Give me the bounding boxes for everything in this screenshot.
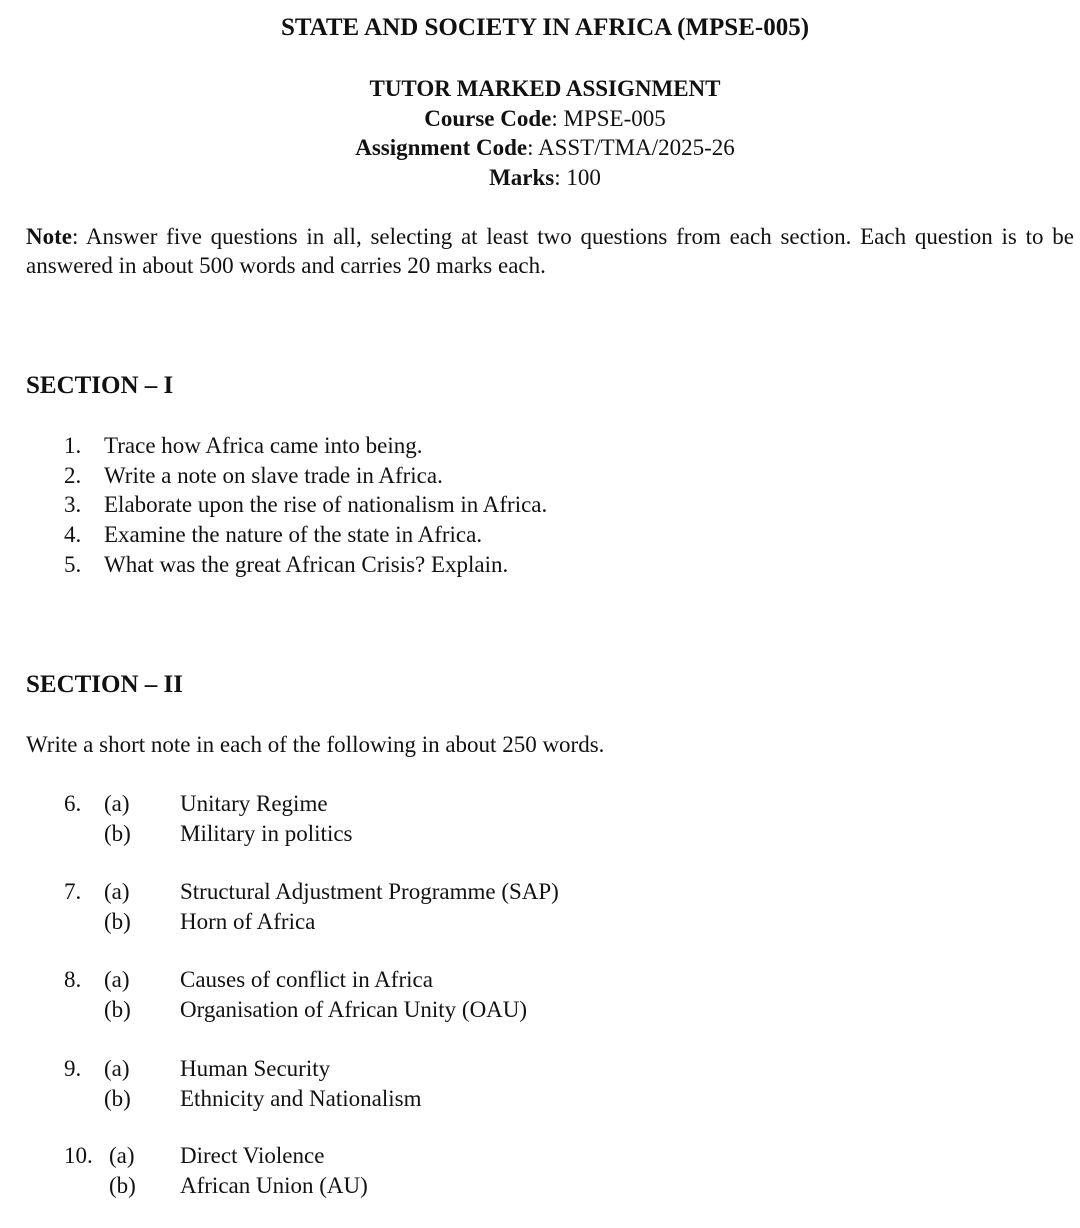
note-topic: Military in politics (180, 820, 353, 846)
note-part-b (64, 907, 764, 937)
question-text: Elaborate upon the rise of nationalism in Africa. (104, 492, 548, 518)
part-label: (a) (104, 791, 130, 816)
marks-line (0, 163, 1080, 193)
section-i-heading: SECTION – I (26, 372, 174, 399)
section-i-question-list (64, 431, 547, 579)
note-part-a (64, 1054, 764, 1084)
note-part-a (64, 1141, 764, 1171)
question-text: Examine the nature of the state in Africa. (104, 522, 483, 548)
note-part-a (64, 965, 764, 995)
list-item (64, 461, 547, 491)
short-note-question-7 (64, 877, 764, 936)
section-ii-instruction: Write a short note in each of the following in about 250 words. (26, 732, 605, 757)
course-code-line (0, 104, 1080, 134)
note-part-b (64, 819, 764, 849)
list-item (64, 520, 547, 550)
question-number: 10. (64, 1143, 93, 1168)
question-text: What was the great African Crisis? Explain. (104, 551, 509, 577)
list-item (64, 490, 547, 520)
note-topic: Causes of conflict in Africa (180, 967, 433, 992)
question-number: 5. (64, 551, 82, 577)
note-part-a (64, 877, 764, 907)
marks-label: Marks (489, 164, 555, 190)
note-part-b (64, 1084, 764, 1114)
part-label: (b) (104, 1085, 131, 1111)
short-note-question-6 (64, 789, 764, 848)
question-number: 4. (64, 522, 82, 548)
list-item (64, 431, 547, 461)
course-code-label: Course Code (424, 105, 552, 131)
part-label: (a) (104, 967, 130, 992)
assignment-header (0, 74, 1080, 192)
note-part-b (64, 995, 764, 1025)
part-label: (a) (104, 879, 130, 904)
note-label: Note (26, 224, 72, 249)
note-topic: Horn of Africa (180, 908, 316, 934)
short-note-question-10 (64, 1141, 764, 1200)
note-topic: Unitary Regime (180, 791, 328, 816)
question-text: Trace how Africa came into being. (104, 433, 423, 458)
note-topic: Ethnicity and Nationalism (180, 1085, 422, 1111)
note-topic: Structural Adjustment Programme (SAP) (180, 879, 559, 904)
marks-value: : 100 (554, 164, 601, 190)
note-topic: Organisation of African Unity (OAU) (180, 996, 528, 1022)
note-topic: African Union (AU) (180, 1172, 368, 1198)
part-label: (b) (104, 996, 131, 1022)
short-note-question-8 (64, 965, 764, 1024)
question-number: 1. (64, 433, 82, 458)
instructions-note (26, 222, 1074, 280)
question-number: 2. (64, 462, 82, 488)
note-topic: Direct Violence (180, 1143, 325, 1168)
question-number: 7. (64, 879, 82, 904)
question-number: 8. (64, 967, 82, 992)
assignment-code-line (0, 133, 1080, 163)
assignment-code-value: : ASST/TMA/2025-26 (527, 135, 735, 160)
note-text: : Answer five questions in all, selecting at least two questions from each section. Each question is to be answered in about 500 words and carries 20 marks each. (26, 224, 1074, 278)
question-number: 6. (64, 791, 82, 816)
part-label: (b) (104, 908, 131, 934)
part-label: (a) (104, 1056, 130, 1081)
short-note-question-9 (64, 1054, 764, 1113)
tma-heading: TUTOR MARKED ASSIGNMENT (369, 76, 721, 101)
part-label: (a) (109, 1143, 135, 1168)
part-label: (b) (109, 1172, 136, 1198)
note-topic: Human Security (180, 1056, 331, 1081)
course-code-value: : MPSE-005 (551, 105, 666, 131)
question-number: 3. (64, 492, 82, 518)
question-text: Write a note on slave trade in Africa. (104, 462, 443, 488)
note-part-a (64, 789, 764, 819)
list-item (64, 550, 547, 580)
assignment-code-label: Assignment Code (355, 135, 528, 160)
note-part-b (64, 1171, 764, 1201)
document-title: STATE AND SOCIETY IN AFRICA (MPSE-005) (280, 14, 810, 41)
part-label: (b) (104, 820, 131, 846)
question-number: 9. (64, 1056, 82, 1081)
section-ii-heading: SECTION – II (26, 671, 183, 698)
